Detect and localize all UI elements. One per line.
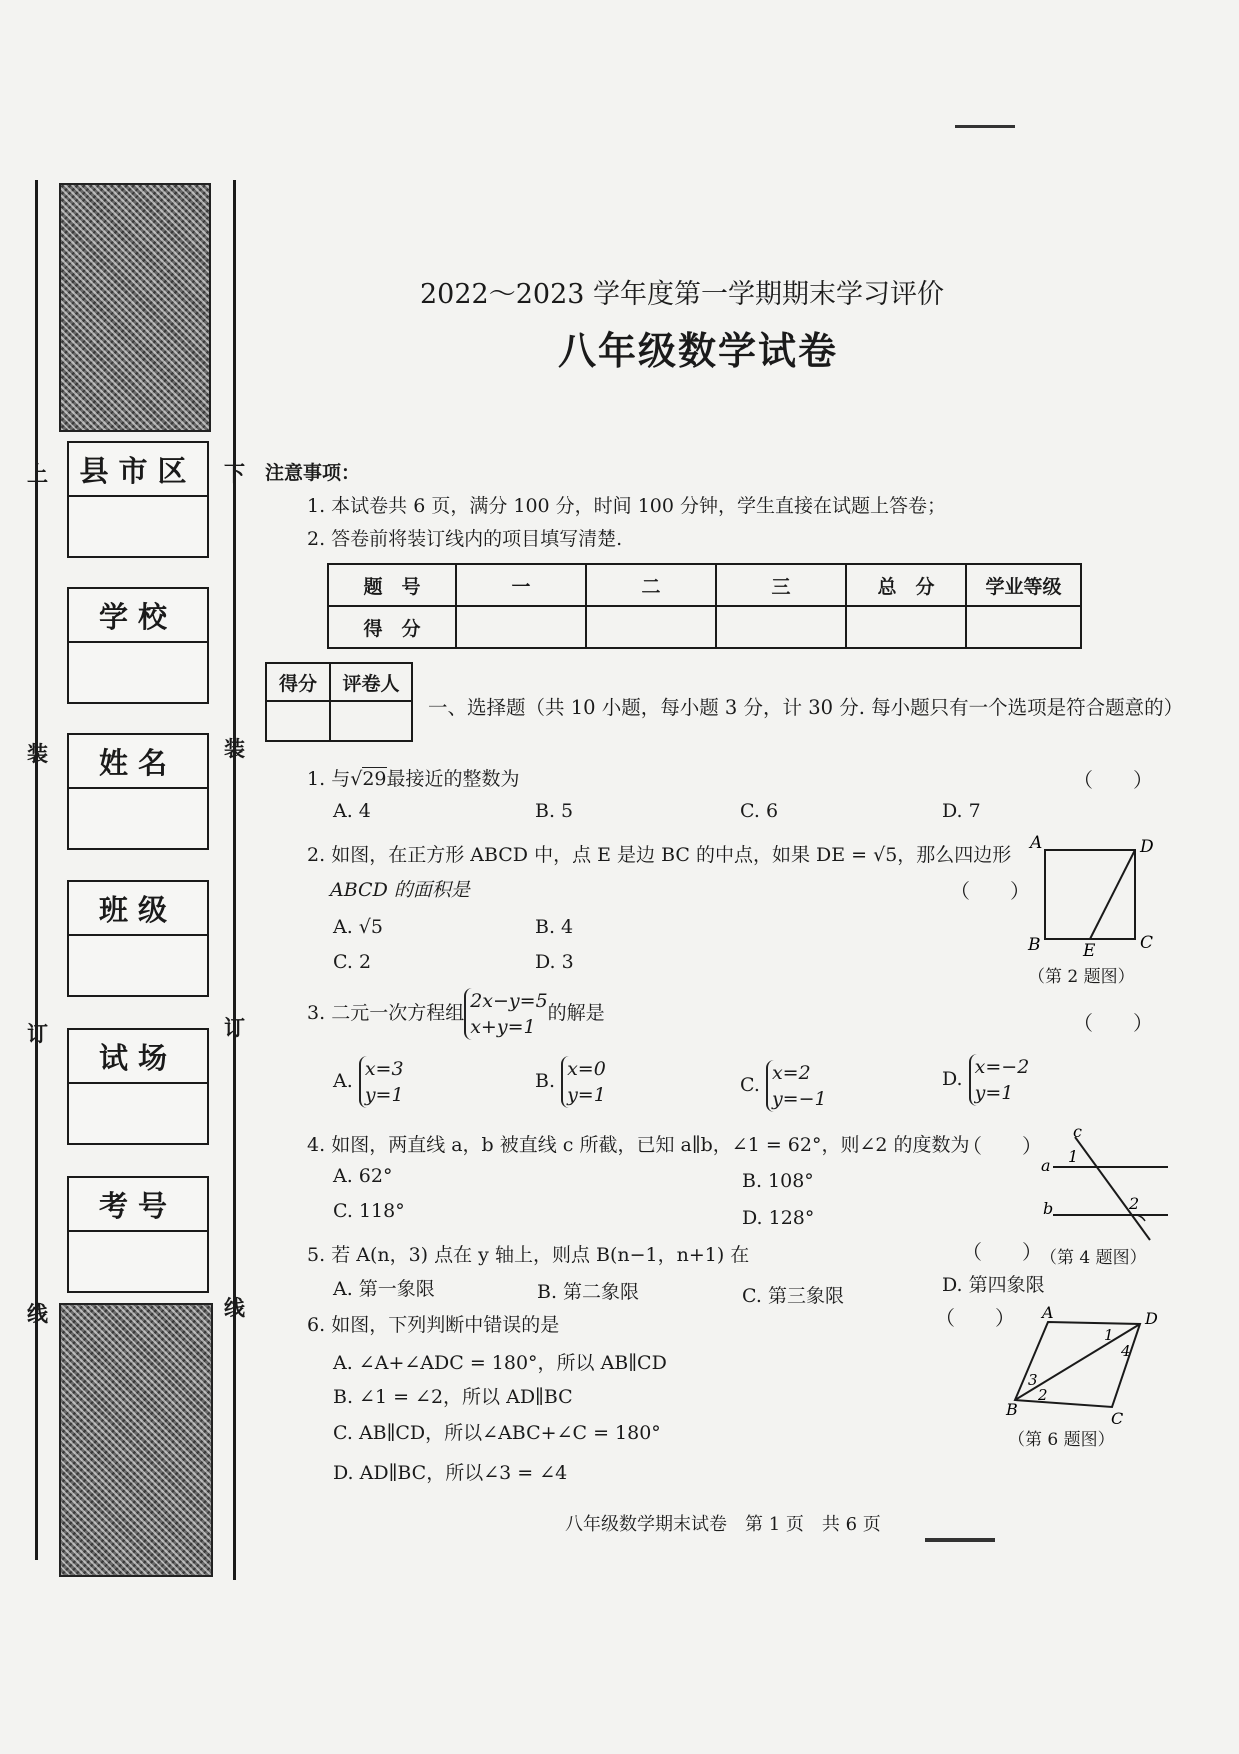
- square-abcd: [1045, 850, 1135, 939]
- answer-blank[interactable]: （ ）: [962, 1240, 1042, 1264]
- score-cell[interactable]: [586, 606, 716, 648]
- score-cell[interactable]: [456, 606, 586, 648]
- binding-mark: 下: [224, 462, 245, 486]
- fig-label: B: [1028, 935, 1041, 955]
- field-label: 姓名: [69, 735, 207, 789]
- question-6: 6. 如图，下列判断中错误的是: [307, 1314, 560, 1336]
- score-col: 总 分: [846, 564, 966, 606]
- fig-label: A: [1030, 833, 1043, 853]
- option: D. AD∥BC，所以∠3 = ∠4: [333, 1462, 568, 1484]
- figure-caption: （第 2 题图）: [1028, 967, 1135, 987]
- fig-label: D: [1140, 837, 1154, 857]
- score-cell[interactable]: [966, 606, 1081, 648]
- binding-mark: 装: [224, 737, 245, 761]
- line-c: [1075, 1137, 1150, 1240]
- field-class[interactable]: [67, 880, 209, 997]
- option: C. AB∥CD，所以∠ABC+∠C = 180°: [333, 1422, 661, 1444]
- binding-mark: 线: [27, 1302, 48, 1326]
- question-4: 4. 如图，两直线 a，b 被直线 c 所截，已知 a∥b，∠1 = 62°，则∠2 的度数为: [307, 1134, 970, 1156]
- binding-mark: 线: [224, 1296, 245, 1320]
- option: C. 2: [333, 951, 372, 973]
- option: B. 4: [535, 916, 574, 938]
- option: C. 118°: [333, 1200, 405, 1222]
- option: A. √5: [333, 916, 383, 938]
- fig-label: 4: [1121, 1342, 1131, 1360]
- question-5: 5. 若 A(n，3) 点在 y 轴上，则点 B(n−1，n+1) 在: [307, 1244, 750, 1266]
- option: D. 7: [942, 800, 981, 822]
- score-col: 三: [716, 564, 846, 606]
- figure-q4: [1035, 1125, 1170, 1245]
- field-county[interactable]: [67, 441, 209, 558]
- notice-item: 2. 答卷前将装订线内的项目填写清楚.: [307, 528, 623, 550]
- binding-line-right: [233, 180, 236, 1580]
- section-title: 一、选择题（共 10 小题，每小题 3 分，计 30 分. 每小题只有一个选项是符合题意的）: [428, 696, 1184, 719]
- option: B. 5: [535, 800, 574, 822]
- field-label: 考号: [69, 1178, 207, 1232]
- notice-item: 1. 本试卷共 6 页，满分 100 分，时间 100 分钟，学生直接在试题上答卷；: [307, 495, 947, 517]
- field-exam-number[interactable]: [67, 1176, 209, 1293]
- question-3: 3. 二元一次方程组2x−y=5 x+y=1的解是: [307, 990, 605, 1038]
- score-row-label: 题 号: [328, 564, 456, 606]
- option: C. 6: [740, 800, 779, 822]
- sqrt-symbol: √: [350, 768, 363, 790]
- hatch-pattern: [59, 183, 211, 432]
- option: B. ∠1 = ∠2，所以 AD∥BC: [333, 1386, 573, 1408]
- option: B. 108°: [742, 1170, 814, 1192]
- fig-label: C: [1111, 1409, 1124, 1428]
- grader-score-label: 得分: [266, 663, 330, 701]
- score-col: 二: [586, 564, 716, 606]
- answer-blank[interactable]: （ ）: [935, 1306, 1015, 1330]
- field-label: 班级: [69, 882, 207, 936]
- fig-label: 2: [1129, 1194, 1140, 1213]
- field-label: 试场: [69, 1030, 207, 1084]
- fig-label: D: [1145, 1309, 1158, 1328]
- figure-q2: [1020, 830, 1170, 960]
- figure-caption: （第 4 题图）: [1040, 1248, 1147, 1268]
- fig-label: b: [1043, 1199, 1054, 1218]
- fig-label: 3: [1028, 1371, 1038, 1389]
- exam-subtitle: 八年级数学试卷: [558, 329, 839, 373]
- binding-mark: 订: [27, 1022, 48, 1046]
- figure-q6: [1000, 1300, 1170, 1430]
- field-school[interactable]: [67, 587, 209, 704]
- binding-mark: 订: [224, 1016, 245, 1040]
- score-table: [327, 563, 1082, 649]
- score-cell[interactable]: [716, 606, 846, 648]
- answer-blank[interactable]: （ ）: [1073, 768, 1153, 792]
- option: D. x=−2 y=1: [942, 1056, 1030, 1104]
- answer-blank[interactable]: （ ）: [950, 879, 1030, 903]
- field-name[interactable]: [67, 733, 209, 850]
- grader-name-cell[interactable]: [330, 701, 412, 741]
- segment-de: [1090, 850, 1135, 939]
- option: B. 第二象限: [537, 1281, 640, 1303]
- option: A. 4: [333, 800, 371, 822]
- fig-label: 1: [1104, 1326, 1114, 1344]
- fig-label: B: [1006, 1400, 1018, 1419]
- exam-title: 2022～2023 学年度第一学期期末学习评价: [420, 279, 945, 310]
- answer-blank[interactable]: （ ）: [962, 1134, 1042, 1158]
- option: A. x=3 y=1: [333, 1058, 404, 1106]
- score-cell[interactable]: [846, 606, 966, 648]
- option: C. 第三象限: [742, 1285, 844, 1307]
- fig-label: A: [1042, 1303, 1054, 1322]
- scan-mark: [955, 125, 1015, 128]
- option: D. 128°: [742, 1207, 815, 1229]
- field-label: 县市区: [69, 443, 207, 497]
- question-1: 1. 与√29最接近的整数为: [307, 768, 520, 790]
- option: A. ∠A+∠ADC = 180°，所以 AB∥CD: [333, 1352, 667, 1374]
- fig-label: E: [1083, 941, 1096, 960]
- question-2: 2. 如图，在正方形 ABCD 中，点 E 是边 BC 的中点，如果 DE = √5，那么四边形: [307, 844, 1012, 866]
- option: A. 62°: [333, 1165, 393, 1187]
- equation-system: 2x−y=5 x+y=1: [464, 988, 547, 1040]
- binding-line-left: [35, 180, 38, 1560]
- question-2-cont: ABCD 的面积是: [330, 879, 470, 901]
- scan-mark: [925, 1538, 995, 1542]
- figure-caption: （第 6 题图）: [1008, 1430, 1115, 1450]
- option: A. 第一象限: [333, 1278, 435, 1300]
- fig-label: a: [1041, 1156, 1051, 1175]
- field-room[interactable]: [67, 1028, 209, 1145]
- fig-label: 1: [1068, 1147, 1079, 1166]
- grader-box: [265, 662, 413, 742]
- option: C. x=2 y=−1: [740, 1062, 827, 1110]
- notice-heading: 注意事项：: [265, 462, 361, 484]
- fig-label: C: [1140, 933, 1154, 953]
- page-footer: 八年级数学期末试卷 第 1 页 共 6 页: [565, 1514, 881, 1535]
- field-label: 学校: [69, 589, 207, 643]
- option: D. 3: [535, 951, 574, 973]
- binding-mark: 装: [27, 742, 48, 766]
- hatch-pattern: [59, 1303, 213, 1577]
- score-col: 学业等级: [966, 564, 1081, 606]
- score-col: 一: [456, 564, 586, 606]
- answer-blank[interactable]: （ ）: [1073, 1011, 1153, 1035]
- option: B. x=0 y=1: [535, 1058, 606, 1106]
- score-row-label: 得 分: [328, 606, 456, 648]
- fig-label: c: [1073, 1125, 1082, 1141]
- binding-mark: 上: [27, 462, 48, 486]
- grader-score-cell[interactable]: [266, 701, 330, 741]
- fig-label: 2: [1038, 1386, 1048, 1404]
- grader-name-label: 评卷人: [330, 663, 412, 701]
- option: D. 第四象限: [942, 1274, 1045, 1296]
